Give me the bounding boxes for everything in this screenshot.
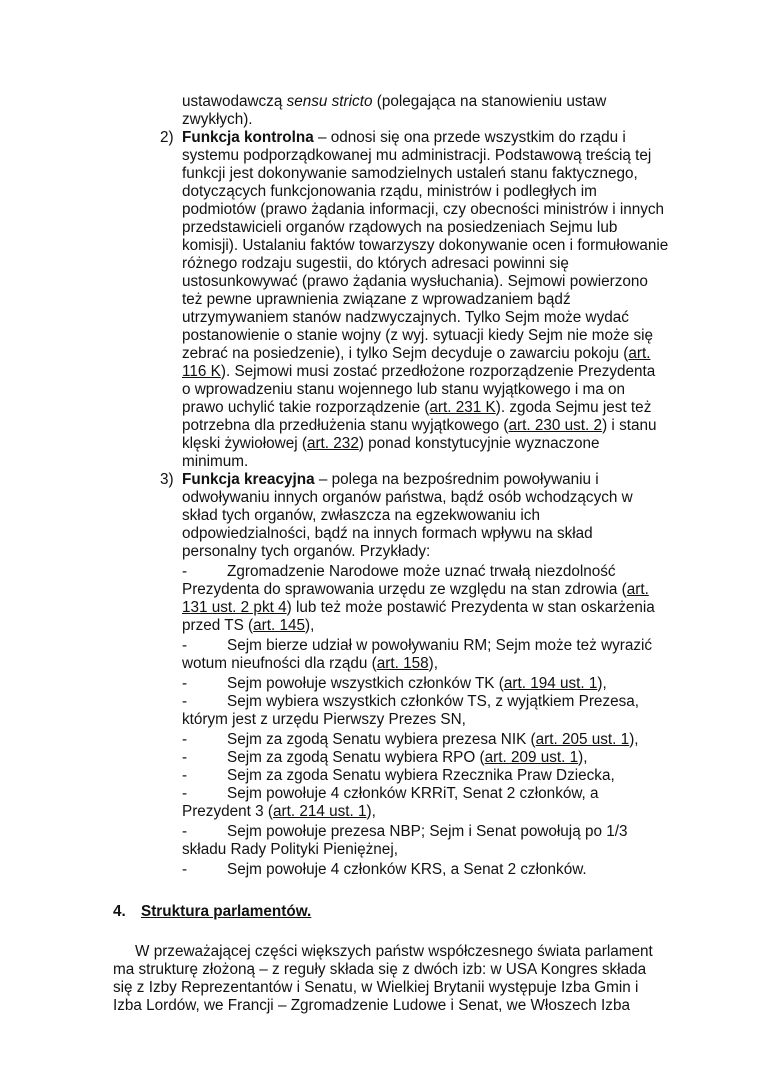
section-number: 4. (113, 903, 126, 920)
text-line: personalny tych organów. Przykłady: (182, 543, 431, 560)
text-line: wotum nieufności dla rządu (art. 158), (182, 655, 438, 672)
text-line: zwykłych). (182, 111, 253, 128)
article-link[interactable]: art. 214 ust. 1 (272, 803, 367, 820)
text-line: Sejm bierze udział w powoływaniu RM; Sejm może też wyrazić (227, 637, 653, 654)
text-line: ustosunkowywać (prawo żądania wysłuchania). Sejmowi powierzono (182, 273, 648, 290)
article-link[interactable]: 116 K (182, 363, 221, 380)
text-line: postanowienie o stanie wojny (z wyj. sytuacji kiedy Sejm nie może się (182, 327, 654, 344)
bullet-dash: - (182, 675, 188, 692)
text-line: prawo uchylić takie rozporządzenie (art. 231 K). zgoda Sejmu jest też (182, 399, 652, 416)
article-link[interactable]: art. 205 ust. 1 (535, 731, 630, 748)
text-line: Prezydenta do sprawowania urzędu ze względu na stan zdrowia (art. (182, 581, 649, 598)
text-line: Funkcja kontrolna – odnosi się ona przede wszystkim do rządu i (182, 129, 626, 146)
text-line: minimum. (182, 453, 249, 470)
text-line: dotyczących funkcjonowania rządu, ministrów i podległych im (182, 183, 597, 200)
text-line: ustawodawczą sensu stricto (polegająca na stanowieniu ustaw (182, 93, 607, 110)
list-number: 2) (160, 129, 174, 146)
text-line: Sejm za zgodą Senatu wybiera RPO (art. 209 ust. 1), (227, 749, 588, 766)
bullet-dash: - (182, 861, 188, 878)
item-title: Funkcja kreacyjna (182, 471, 315, 488)
text-line: komisji). Ustalaniu faktów towarzyszy dokonywanie ocen i formułowanie (182, 237, 669, 254)
article-link[interactable]: 131 ust. 2 pkt 4 (182, 599, 287, 616)
bullet-dash: - (182, 731, 188, 748)
text-line: funkcji jest dokonywanie samodzielnych ustaleń stanu faktycznego, (182, 165, 638, 182)
text-line: Sejm powołuje 4 członków KRS, a Senat 2 członków. (227, 861, 587, 878)
text-line: klęski żywiołowej (art. 232) ponad konstytucyjnie wyznaczone (182, 435, 600, 452)
section-title: Struktura parlamentów. (141, 903, 312, 920)
text-line: odpowiedzialności, bądź na innych formach wpływu na skład (182, 525, 593, 542)
article-link[interactable]: art. 231 K (429, 399, 496, 416)
bullet-dash: - (182, 637, 188, 654)
paragraph-line: się z Izby Reprezentantów i Senatu, w Wielkiej Brytanii występuje Izba Gmin i (113, 979, 639, 996)
text-line: skład tych organów, zwłaszcza na egzekwowaniu ich (182, 507, 540, 524)
article-link[interactable]: art. (626, 581, 649, 598)
article-link[interactable]: art. (628, 345, 651, 362)
article-link[interactable]: art. 209 ust. 1 (484, 749, 579, 766)
bullet-dash: - (182, 823, 188, 840)
article-link[interactable]: art. 194 ust. 1 (503, 675, 598, 692)
text-line: odwoływaniu innych organów państwa, bądź osób wchodzących w (182, 489, 633, 506)
paragraph-line: W przeważającej części większych państw współczesnego świata parlament (135, 943, 653, 960)
text-line: 116 K). Sejmowi musi zostać przedłożone rozporządzenie Prezydenta (182, 363, 656, 380)
article-link[interactable]: art. 230 ust. 2 (508, 417, 603, 434)
bullet-dash: - (182, 767, 188, 784)
text-line: systemu podporządkowanej mu administracji. Podstawową treścią tej (182, 147, 652, 164)
italic-term: sensu stricto (286, 93, 373, 110)
text-line: Sejm wybiera wszystkich członków TS, z wyjątkiem Prezesa, (227, 693, 640, 710)
bullet-dash: - (182, 749, 188, 766)
paragraph-line: Izba Lordów, we Francji – Zgromadzenie Ludowe i Senat, we Włoszech Izba (113, 997, 630, 1014)
text-line: Prezydent 3 (art. 214 ust. 1), (182, 803, 376, 820)
text-line: Sejm za zgodą Senatu wybiera prezesa NIK (art. 205 ust. 1), (227, 731, 639, 748)
text-line: Sejm powołuje 4 członków KRRiT, Senat 2 członków, a (227, 785, 599, 802)
text-line: też pewne uprawnienia związane z wprowadzaniem bądź (182, 291, 571, 308)
item-title: Funkcja kontrolna (182, 129, 314, 146)
text-line: podmiotów (prawo żądania informacji, czy obecności ministrów i innych (182, 201, 665, 218)
text-line: Sejm powołuje prezesa NBP; Sejm i Senat powołują po 1/3 (227, 823, 628, 840)
text-line: potrzebna dla przedłużenia stanu wyjątkowego (art. 230 ust. 2) i stanu (182, 417, 657, 434)
text-line: różnego rodzaju sugestii, do których adresaci powinni się (182, 255, 569, 272)
text-line: Sejm za zgoda Senatu wybiera Rzecznika Praw Dziecka, (227, 767, 615, 784)
text-line: zebrać na posiedzenie), i tylko Sejm decyduje o zawarciu pokoju (art. (182, 345, 651, 362)
text-line: składu Rady Polityki Pieniężnej, (182, 841, 398, 858)
bullet-dash: - (182, 785, 188, 802)
article-link[interactable]: art. 145 (253, 617, 306, 634)
section-heading (113, 902, 311, 922)
paragraph-line: ma strukturę złożoną – z reguły składa się z dwóch izb: w USA Kongres składa (113, 961, 647, 978)
text-line: o wprowadzeniu stanu wojennego lub stanu wyjątkowego i ma on (182, 381, 626, 398)
text-line: przed TS (art. 145), (182, 617, 315, 634)
bullet-dash: - (182, 563, 188, 580)
bullet-dash: - (182, 693, 188, 710)
text-line: utrzymywaniem stanów nadzwyczajnych. Tylko Sejm może wydać (182, 309, 629, 326)
article-link[interactable]: art. 232 (306, 435, 359, 452)
text-line: Sejm powołuje wszystkich członków TK (art. 194 ust. 1), (227, 675, 607, 692)
text-line: Zgromadzenie Narodowe może uznać trwałą niezdolność (227, 563, 616, 580)
text-line: 131 ust. 2 pkt 4) lub też może postawić Prezydenta w stan oskarżenia (182, 599, 655, 616)
article-link[interactable]: art. 158 (376, 655, 429, 672)
list-number: 3) (160, 471, 174, 488)
text-line: Funkcja kreacyjna – polega na bezpośrednim powoływaniu i (182, 471, 599, 488)
text-line: przedstawicieli organów rządowych na posiedzeniach Sejmu lub (182, 219, 618, 236)
text-line: którym jest z urzędu Pierwszy Prezes SN, (182, 711, 466, 728)
